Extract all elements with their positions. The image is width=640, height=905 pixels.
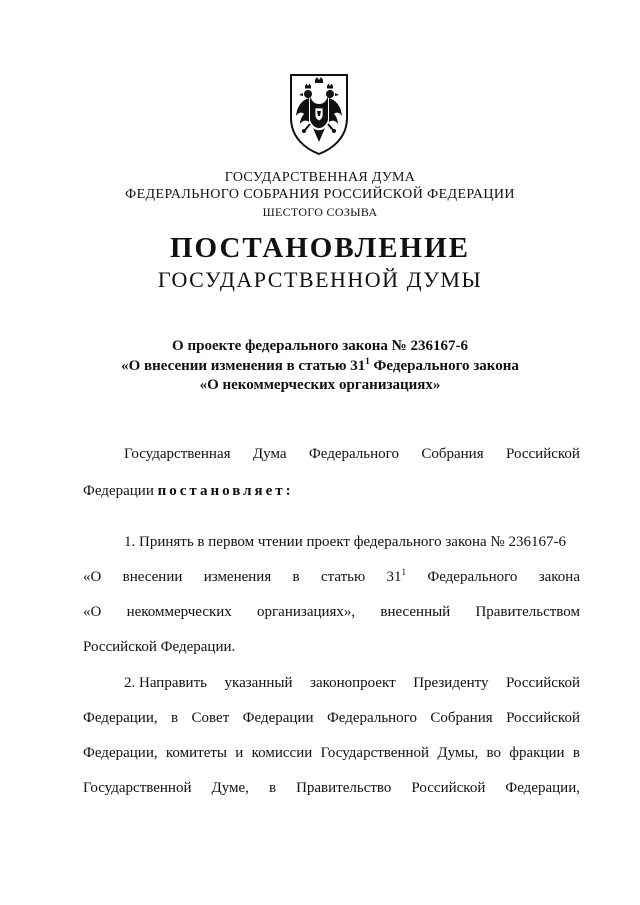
item1-line-2 <box>83 569 580 586</box>
word: Российской <box>411 780 486 796</box>
word: Собрания <box>421 446 484 462</box>
word: Российской <box>506 675 580 691</box>
coat-of-arms-emblem <box>288 72 350 156</box>
article-number <box>387 569 407 586</box>
word: Российской <box>506 710 580 726</box>
word: Федерации, <box>505 780 580 796</box>
word: комиссии <box>251 745 313 761</box>
word: Государственной <box>320 745 430 761</box>
word: Государственная <box>124 446 231 462</box>
article-superscript: 1 <box>365 356 370 366</box>
document-title: ПОСТАНОВЛЕНИЕ <box>169 232 470 264</box>
subject-line-2-tail: Федерального закона <box>369 358 519 374</box>
word: 2. Направить <box>124 675 207 691</box>
word: Дума <box>252 446 287 462</box>
item2-line-3 <box>83 745 580 762</box>
word: закона <box>538 569 580 585</box>
subject-line-3: «О некоммерческих организациях» <box>199 377 441 393</box>
word: статью <box>320 569 366 585</box>
word: Федерации, <box>83 710 158 726</box>
item2-line-2 <box>83 710 580 727</box>
header-line-duma: ГОСУДАРСТВЕННАЯ ДУМА <box>224 170 416 185</box>
word: в <box>171 710 179 726</box>
word: в <box>292 569 300 585</box>
word: Федерации, <box>83 745 158 761</box>
word: в <box>268 780 277 796</box>
word: Собрания <box>430 710 493 726</box>
word: Думе, <box>211 780 249 796</box>
word: указанный <box>224 675 293 691</box>
word: Правительством <box>475 604 580 620</box>
word: Федерального <box>326 710 417 726</box>
item1-line-1: 1. Принять в первом чтении проект федерального закона № 236167-6 <box>124 534 566 550</box>
item1-line-3 <box>83 604 580 621</box>
item2-line-1 <box>124 675 580 692</box>
subject-line-2 <box>0 358 640 375</box>
resolves-verb: постановляет: <box>157 483 294 499</box>
subject-line-2-text: «О внесении изменения в статью 31 <box>121 358 366 374</box>
preamble-line-2 <box>83 483 294 500</box>
word: «О <box>83 604 102 620</box>
subject-line-1: О проекте федерального закона № 236167-6 <box>172 338 468 354</box>
word: и <box>235 745 244 761</box>
header-line-convocation: ШЕСТОГО СОЗЫВА <box>262 205 378 219</box>
item2-line-4 <box>83 780 580 797</box>
word: Президенту <box>413 675 489 691</box>
word: Российской <box>506 446 580 462</box>
header-line-assembly: ФЕДЕРАЛЬНОГО СОБРАНИЯ РОССИЙСКОЙ ФЕДЕРАЦИИ <box>125 187 515 202</box>
word: в <box>572 745 580 761</box>
word: во <box>486 745 501 761</box>
word: Государственной <box>83 780 192 796</box>
word: Совет <box>191 710 230 726</box>
word: некоммерческих <box>126 604 232 620</box>
preamble-word: Федерации <box>83 483 154 499</box>
item1-line-4: Российской Федерации. <box>83 639 236 655</box>
word: организациях», <box>257 604 356 620</box>
word: изменения <box>203 569 272 585</box>
word: комитеты <box>165 745 227 761</box>
word: Федерации <box>242 710 314 726</box>
word: фракции <box>509 745 565 761</box>
word: внесении <box>122 569 183 585</box>
word: законопроект <box>310 675 396 691</box>
document-subtitle: ГОСУДАРСТВЕННОЙ ДУМЫ <box>157 267 483 292</box>
word: внесенный <box>380 604 451 620</box>
article-number-text: 31 <box>386 569 402 585</box>
word: Федерального <box>427 569 518 585</box>
word: «О <box>83 569 102 585</box>
double-headed-eagle-icon <box>288 72 350 156</box>
word: Думы, <box>437 745 479 761</box>
word: Правительство <box>296 780 392 796</box>
article-superscript: 1 <box>401 567 407 577</box>
word: Федерального <box>308 446 399 462</box>
preamble-line-1 <box>124 446 580 463</box>
